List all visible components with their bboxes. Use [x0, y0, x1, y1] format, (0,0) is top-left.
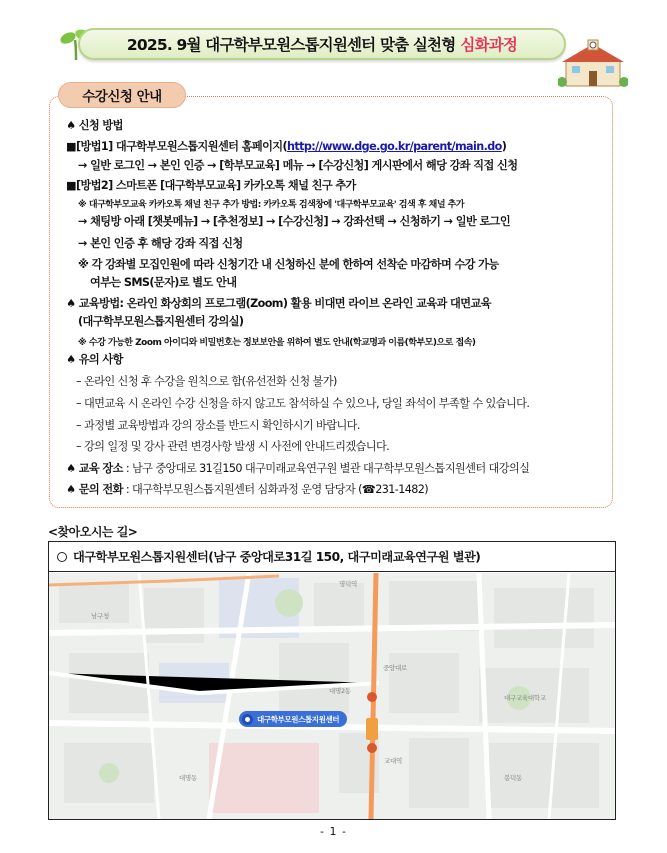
map-label: 남구청 [91, 612, 109, 620]
caution-item: – 대면교육 시 온라인 수강 신청을 하지 않고도 참석하실 수 있으나, 당일 좌석이 부족할 수 있습니다. [76, 397, 530, 410]
caution-item: – 강의 일정 및 강사 관련 변경사항 발생 시 사전에 안내드리겠습니다. [76, 440, 390, 453]
method2-steps-1: → 채팅방 아래 [챗봇메뉴] → [추천정보] → [수강신청] → 강좌선택 → 신청하기 → 일반 로그인 [78, 215, 511, 228]
method1-label: ■[방법1] 대구학부모원스톱지원센터 홈페이지( [66, 140, 288, 153]
notice-line-2: 여부는 SMS(문자)로 별도 안내 [90, 276, 237, 289]
school-building-icon [558, 38, 628, 90]
kakao-channel-note: ※ 대구학부모교육 카카오톡 채널 친구 추가 방법: 카카오톡 검색창에 '대구학부모교육' 검색 후 채널 추가 [78, 200, 465, 210]
map-label: 대명2동 [329, 687, 351, 695]
caution-item: – 과정별 교육방법과 강의 장소를 반드시 확인하시기 바랍니다. [76, 419, 360, 432]
venue-label: ♠ 교육 장소 [66, 462, 123, 475]
map-pin-icon [242, 714, 253, 725]
title-banner [58, 24, 570, 66]
contact-value: : 대구학부모원스톱지원센터 심화과정 운영 담당자 (☎231-1482) [125, 483, 429, 496]
map-label: 대명동 [179, 774, 197, 782]
method2-steps-2: → 본인 인증 후 해당 강좌 직접 신청 [78, 237, 243, 250]
map-label: 대구교육대학교 [504, 694, 546, 702]
map-label: 중앙대로 [383, 664, 407, 672]
cautions-heading: ♠ 유의 사항 [66, 353, 123, 366]
edu-method-line-2: (대구학부모원스톱지원센터 강의실) [78, 315, 244, 328]
map-header-text: 대구학부모원스톱지원센터(남구 중앙대로31길 150, 대구미래교육연구원 별관) [73, 550, 481, 564]
venue-line [66, 461, 529, 477]
location-marker[interactable] [239, 711, 347, 727]
page-number: - 1 - [320, 825, 347, 838]
notice-line-1: ※ 각 강좌별 모집인원에 따라 신청기간 내 신청하신 분에 한하여 선착순 마감하며 수강 가능 [78, 258, 499, 271]
banner-title-accent: 심화과정 [460, 36, 518, 54]
map-label: 봉덕동 [504, 774, 522, 782]
edu-method-line-1: ♠ 교육방법: 온라인 화상회의 프로그램(Zoom) 활용 비대면 라이브 온라인 교육과 대면교육 [66, 297, 491, 310]
circle-bullet-icon [57, 552, 67, 562]
homepage-link[interactable]: http://www.dge.go.kr/parent/main.do [287, 140, 502, 153]
location-map[interactable] [49, 573, 615, 819]
marker-label: 대구학부모원스톱지원센터 [257, 714, 340, 724]
directions-title: <찾아오시는 길> [48, 525, 138, 539]
zoom-note: ※ 수강 가능한 Zoom 아이디와 비밀번호는 정보보안을 위하여 별도 안내(학교명과 이름(학부모)으로 접속) [78, 338, 476, 348]
map-header [49, 542, 615, 572]
method1-line [66, 139, 506, 155]
method1-close: ) [501, 140, 507, 153]
method2-label: ■[방법2] 스마트폰 [대구학부모교육] 카카오톡 채널 친구 추가 [66, 179, 356, 192]
enrollment-section-tab: 수강신청 안내 [58, 82, 186, 108]
banner-title [78, 28, 566, 60]
method1-steps: → 일반 로그인 → 본인 인증 → [학부모교육] 메뉴 → [수강신청] 게시판에서 해당 강좌 직접 신청 [78, 159, 518, 172]
contact-line [66, 482, 428, 498]
contact-label: ♠ 문의 전화 [66, 483, 123, 496]
method-heading: ♠ 신청 방법 [66, 119, 123, 132]
map-label: 명덕역 [339, 580, 357, 588]
caution-item: – 온라인 신청 후 수강을 원칙으로 함(유선전화 신청 불가) [76, 375, 337, 388]
venue-value: : 남구 중앙대로 31길150 대구미래교육연구원 별관 대구학부모원스톱지원센터 대강의실 [125, 462, 530, 475]
map-label: 교대역 [384, 757, 402, 765]
banner-title-main: 2025. 9월 대구학부모원스톱지원센터 맞춤 실천형 [126, 36, 456, 54]
map-frame [48, 541, 616, 820]
